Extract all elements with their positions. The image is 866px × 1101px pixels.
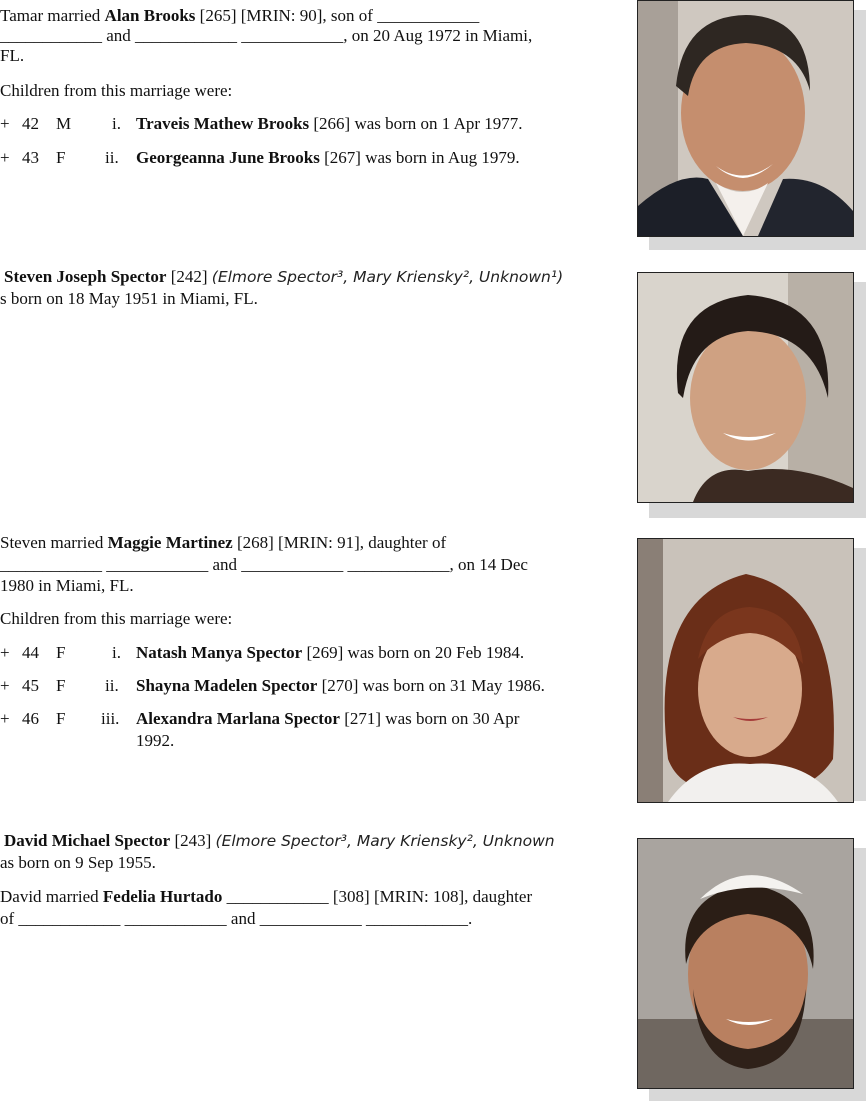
person-heading: Steven Joseph Spector [242] (Elmore Spector³, Mary Kriensky², Unknown¹) bbox=[4, 267, 564, 286]
photo-alan-brooks bbox=[637, 0, 866, 250]
photo-maggie-martinez bbox=[637, 538, 866, 803]
person-heading: David Michael Spector [243] (Elmore Spector³, Mary Kriensky², Unknown bbox=[4, 831, 555, 850]
marriage-text: Steven married Maggie Martinez [268] [MRIN: 91], daughter of bbox=[0, 533, 447, 552]
marriage-text: FL. bbox=[0, 46, 25, 65]
marriage-text: ____________ and ____________ ____________, on 20 Aug 1972 in Miami, bbox=[0, 26, 533, 45]
child-row: + 44 F i. Natash Manya Spector [269] was born on 20 Feb 1984. bbox=[0, 643, 525, 662]
children-heading: Children from this marriage were: bbox=[0, 81, 233, 100]
birth-text: s born on 18 May 1951 in Miami, FL. bbox=[0, 289, 258, 308]
photo-david-spector bbox=[637, 838, 866, 1101]
child-row: + 42 M i. Traveis Mathew Brooks [266] was born on 1 Apr 1977. bbox=[0, 114, 523, 133]
marriage-text: David married Fedelia Hurtado ____________ [308] [MRIN: 108], daughter bbox=[0, 887, 533, 906]
marriage-text: Tamar married Alan Brooks [265] [MRIN: 90], son of ____________ bbox=[0, 6, 480, 25]
birth-text: as born on 9 Sep 1955. bbox=[0, 853, 156, 872]
photo-steven-spector bbox=[637, 272, 866, 518]
marriage-text: 1980 in Miami, FL. bbox=[0, 576, 134, 595]
children-heading: Children from this marriage were: bbox=[0, 609, 233, 628]
child-row: + 46 F iii. Alexandra Marlana Spector [271] was born on 30 Apr 1992. bbox=[0, 709, 520, 750]
child-row: + 43 F ii. Georgeanna June Brooks [267] was born in Aug 1979. bbox=[0, 148, 520, 167]
marriage-text: of ____________ ____________ and ____________ ____________. bbox=[0, 909, 473, 928]
marriage-text: ____________ ____________ and ____________ ____________, on 14 Dec bbox=[0, 555, 528, 574]
child-row: + 45 F ii. Shayna Madelen Spector [270] was born on 31 May 1986. bbox=[0, 676, 545, 695]
